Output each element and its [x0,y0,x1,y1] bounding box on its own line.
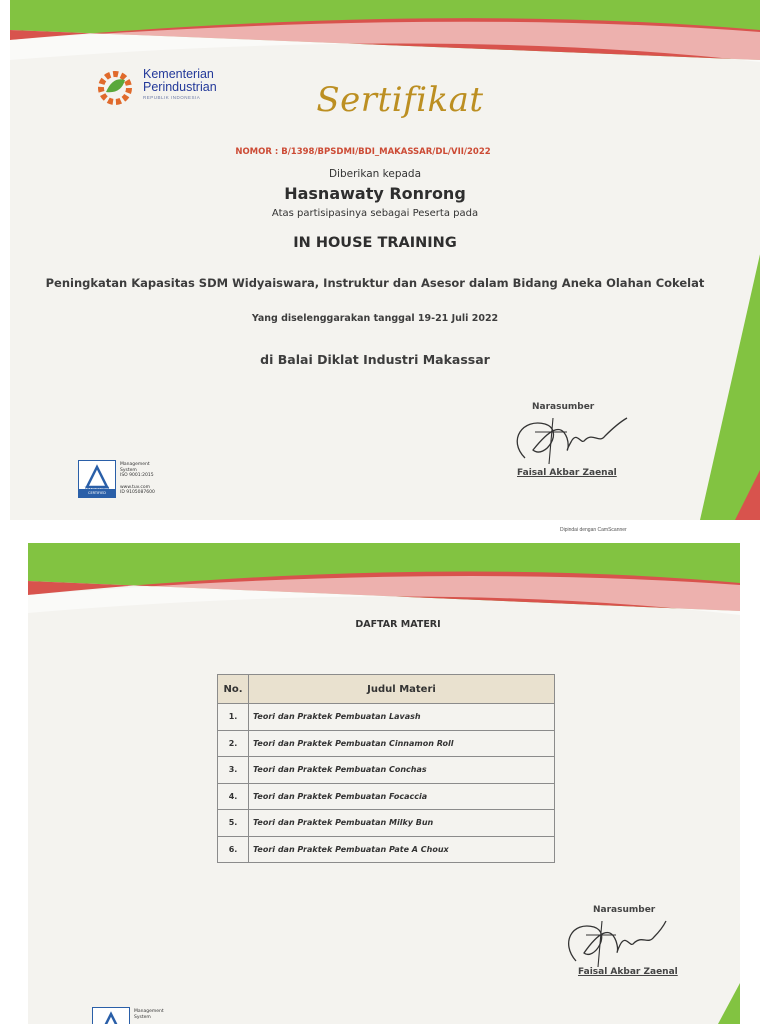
iso-line-2: System [120,467,137,473]
table-row [218,783,555,810]
row-title: Teori dan Praktek Pembuatan Lavash [249,704,555,731]
iso-line-1: Management [120,462,150,467]
given-to-label: Diberikan kepada [328,168,422,180]
iso-certification-badge [92,1007,172,1024]
row-title: Teori dan Praktek Pembuatan Focaccia [249,783,555,810]
logo-line-2: Perindustrian [143,80,217,94]
iso-line-1: Management [134,1009,164,1014]
table-header-row [218,675,555,704]
logo-line-1: Kementerian [143,67,214,81]
training-date: Yang diselenggarakan tanggal 19-21 Juli 2022 [251,313,499,324]
scan-caption: Dipindai dengan CamScanner [560,527,627,533]
gear-leaf-icon [95,66,139,110]
training-type: IN HOUSE TRAINING [293,235,457,251]
table-row [218,757,555,784]
iso-website: www.tuv.com [120,484,151,490]
iso-status: CERTIFIED [88,491,106,495]
signature-role: Narasumber [593,905,656,915]
table-row [218,836,555,863]
tuv-logo-icon [92,1007,130,1024]
materials-page [28,543,740,1024]
signature-mark [505,410,635,470]
row-number: 4. [218,783,249,810]
materials-heading: DAFTAR MATERI [355,619,441,630]
materials-table [217,674,555,863]
logo-line-3: REPUBLIK INDONESIA [143,95,201,100]
participation-text: Atas partisipasinya sebagai Peserta pada [271,208,479,219]
signature-name: Faisal Akbar Zaenal [578,967,678,977]
training-place: di Balai Diklat Industri Makassar [260,352,490,367]
kementerian-logo [95,66,245,110]
iso-line-3: ISO 9001:2015 [120,473,154,478]
row-number: 6. [218,836,249,863]
recipient-name: Hasnawaty Ronrong [284,184,466,203]
signature-role: Narasumber [532,402,595,412]
certificate-title: Sertifikat [316,80,484,120]
row-number: 5. [218,810,249,837]
header-no: No. [218,675,249,704]
signature-name: Faisal Akbar Zaenal [517,468,617,478]
signature-mark [558,911,668,971]
header-title: Judul Materi [249,675,555,704]
certificate-page [10,0,760,520]
row-title: Teori dan Praktek Pembuatan Conchas [249,757,555,784]
iso-certification-badge [78,460,158,500]
certificate-number: NOMOR : B/1398/BPSDMI/BDI_MAKASSAR/DL/VII/2022 [235,147,491,157]
row-number: 2. [218,730,249,757]
row-number: 3. [218,757,249,784]
training-topic: Peningkatan Kapasitas SDM Widyaiswara, Instruktur dan Asesor dalam Bidang Aneka Olahan Cokelat [45,276,705,290]
iso-line-2: System [134,1014,151,1020]
row-title: Teori dan Praktek Pembuatan Milky Bun [249,810,555,837]
row-title: Teori dan Praktek Pembuatan Pate A Choux [249,836,555,863]
table-row [218,810,555,837]
iso-brand: TÜVRheinland [84,486,110,490]
iso-id: ID 9105087600 [120,490,155,495]
row-number: 1. [218,704,249,731]
table-row [218,730,555,757]
table-row [218,704,555,731]
row-title: Teori dan Praktek Pembuatan Cinnamon Roll [249,730,555,757]
